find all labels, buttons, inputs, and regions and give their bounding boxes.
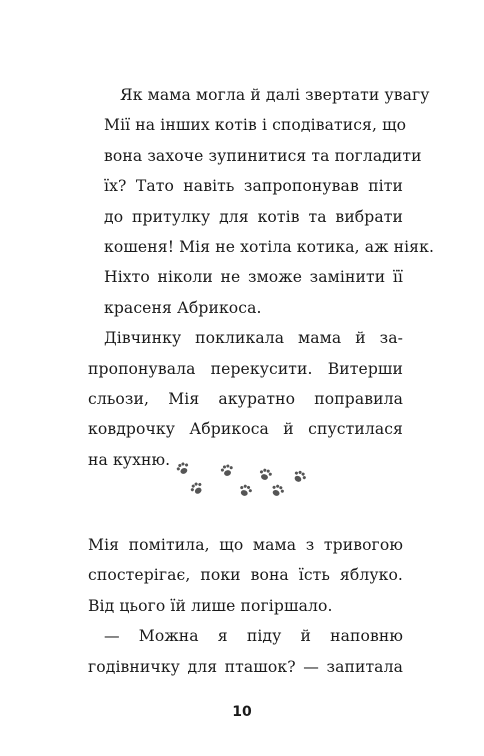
text-line: ковдрочку Абрикоса й спустилася [88,420,403,439]
text-line: вона захоче зупинитися та погладити [104,146,422,165]
text-line: пропонувала перекусити. Витерши [88,359,403,378]
paragraph [88,530,403,621]
text-line: їх? Тато навіть запропонував піти [104,177,403,196]
paragraph [88,323,403,475]
paw-prints-icon [174,458,314,502]
text-line: спостерігає, поки вона їсть яблуко. [88,566,403,585]
text-line: Дівчинку покликала мама й за- [104,329,403,348]
text-line: красеня Абрикоса. [104,298,262,317]
text-line: Ніхто ніколи не зможе замінити її [104,268,403,287]
page-number: 10 [232,704,252,720]
text-block-bottom [88,530,403,682]
paw-icon [256,466,273,483]
paw-icon [187,479,206,498]
paragraph [88,80,435,323]
text-line: кошеня! Мія не хотіла котика, аж ніяк. [104,238,435,257]
text-line: — Можна я піду й наповню [104,627,403,646]
paw-icon [268,482,287,501]
text-line: Від цього їй лише погіршало. [88,596,333,615]
paw-icon [218,462,235,479]
text-line: на кухню. [88,450,171,469]
paw-icon [174,460,193,479]
text-line: сльози, Мія акуратно поправила [88,390,403,409]
text-line: годівничку для пташок? — запитала [88,657,403,676]
paragraph [88,621,403,682]
text-line: Мії на інших котів і сподіватися, що [104,116,407,135]
text-line: до притулку для котів та вибрати [104,207,403,226]
text-line: Мія помітила, що мама з тривогою [88,536,403,554]
text-block-top [88,80,435,475]
paw-icon [289,467,308,486]
paw-icon [236,482,254,500]
text-line: Як мама могла й далі звертати увагу [120,86,430,104]
